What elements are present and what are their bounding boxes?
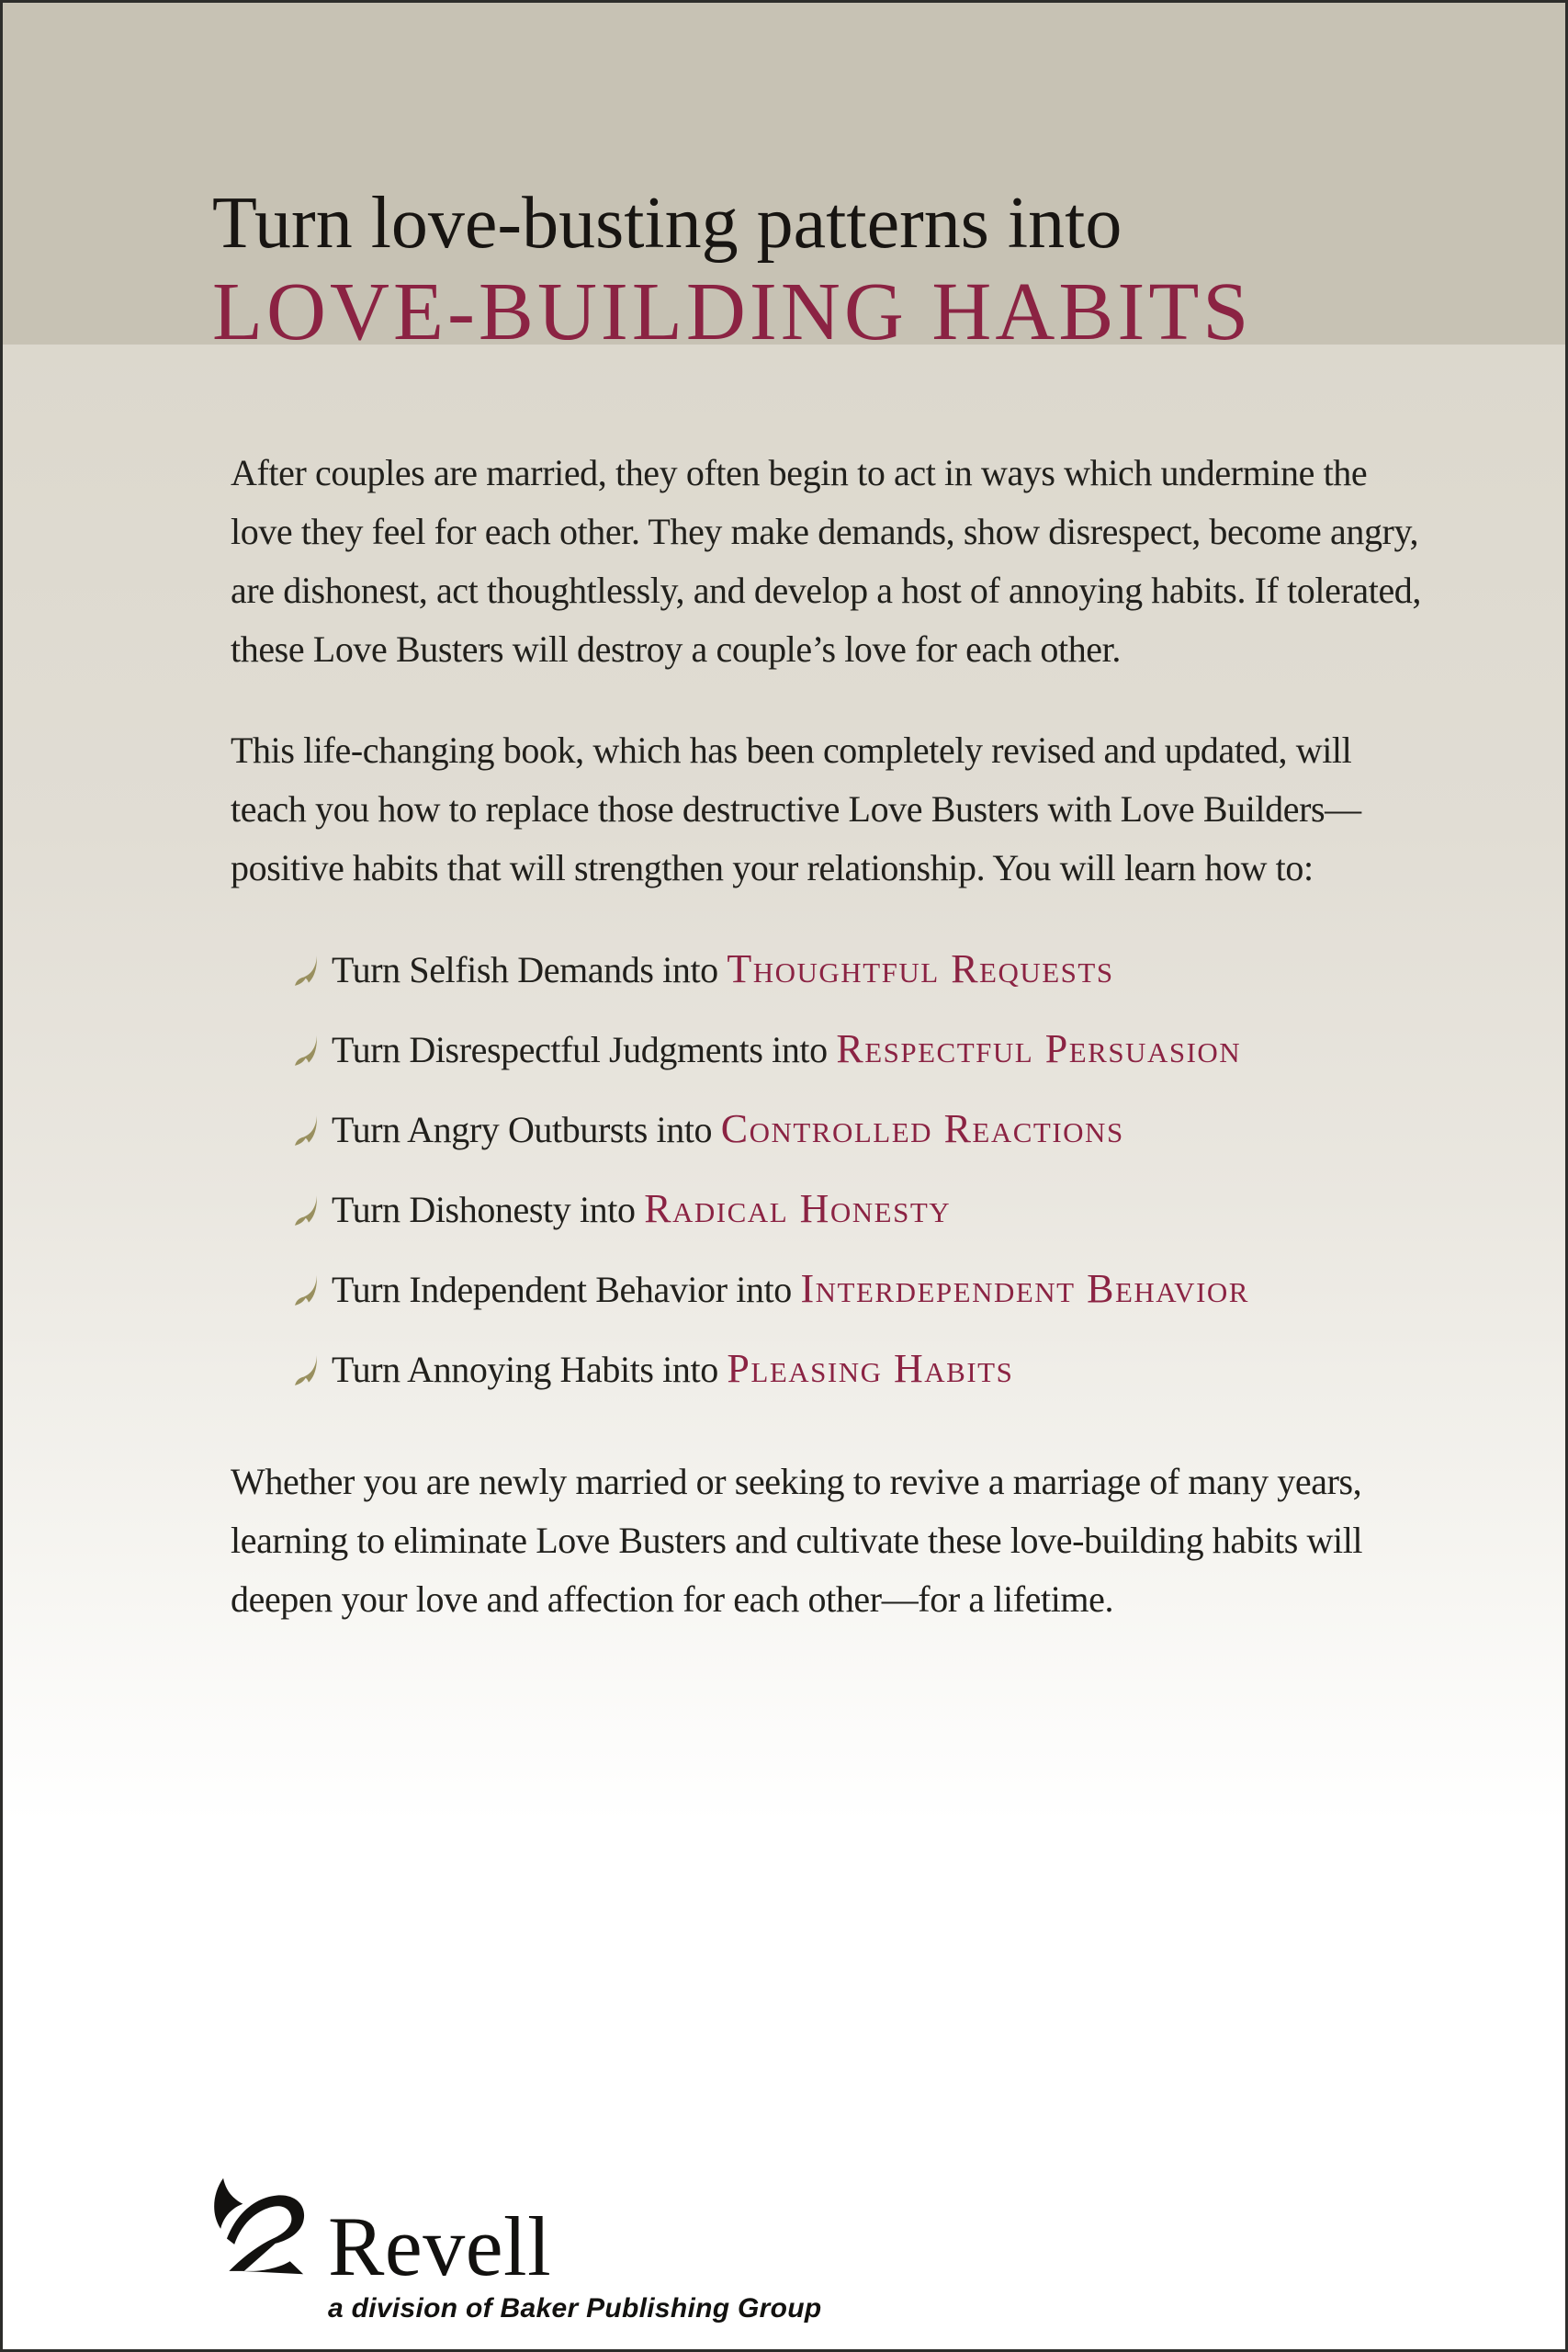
bullet-highlight: Controlled Reactions (720, 1106, 1124, 1151)
headline-line2: LOVE-BUILDING HABITS (212, 266, 1253, 357)
bullet-highlight: Respectful Persuasion (836, 1026, 1242, 1071)
bullet-highlight: Pleasing Habits (727, 1346, 1014, 1391)
bullet-prefix: Turn Angry Outbursts into (332, 1109, 721, 1150)
bullet-prefix: Turn Dishonesty into (332, 1189, 645, 1230)
leaf-bullet-icon (288, 1113, 325, 1150)
bullet-item (289, 1260, 1425, 1319)
bullet-item (289, 1340, 1425, 1399)
bullet-item (289, 1100, 1425, 1159)
bullet-prefix: Turn Annoying Habits into (332, 1349, 728, 1390)
bullet-highlight: Thoughtful Requests (727, 946, 1114, 991)
bullet-text (332, 1340, 1013, 1399)
bullet-prefix: Turn Independent Behavior into (332, 1269, 801, 1310)
closing-paragraph: Whether you are newly married or seeking to revive a marriage of many years, learning to eliminate Love Busters and cultivate these love-building habits will deepen your love and affection for each other—for a lifetime. (231, 1461, 1363, 1620)
intro-paragraph-2: This life-changing book, which has been completely revised and updated, will teach you how to replace those destructive Love Busters with Love Builders—positive habits that will strengthen your relationship. You will learn how to: (231, 729, 1361, 888)
leaf-bullet-icon (288, 1272, 325, 1310)
bullet-list (231, 940, 1425, 1399)
revell-logo-mark-icon (197, 2175, 308, 2278)
bullet-prefix: Turn Selfish Demands into (332, 949, 728, 990)
intro-paragraph-1: After couples are married, they often begin to act in ways which undermine the love they feel for each other. They make demands, show disrespect, become angry, are dishonest, act thoughtlessly, and develop a host of annoying habits. If tolerated, these Love Busters will destroy a couple’s love for each other. (231, 452, 1422, 670)
leaf-bullet-icon (288, 1033, 325, 1070)
bullet-text (332, 940, 1114, 1000)
bullet-text (332, 1020, 1241, 1080)
body-copy (231, 345, 1425, 1671)
bullet-highlight: Radical Honesty (644, 1186, 952, 1231)
bullet-item (289, 1020, 1425, 1080)
leaf-bullet-icon (288, 1352, 325, 1390)
leaf-bullet-icon (288, 1193, 325, 1230)
revell-wordmark: Revell (328, 2199, 552, 2293)
revell-logo (197, 2175, 822, 2325)
leaf-bullet-icon (288, 953, 325, 990)
publisher-tagline: a division of Baker Publishing Group (328, 2293, 822, 2324)
bullet-item (289, 1180, 1425, 1239)
bullet-prefix: Turn Disrespectful Judgments into (332, 1029, 837, 1070)
bullet-text (332, 1100, 1124, 1159)
bullet-highlight: Interdependent Behavior (800, 1266, 1249, 1311)
bullet-text (332, 1180, 951, 1239)
bullet-text (332, 1260, 1249, 1319)
headline-line1: Turn love-busting patterns into (212, 183, 1122, 264)
revell-logo-text (328, 2175, 822, 2325)
bullet-item (289, 940, 1425, 1000)
headline-band (3, 3, 1565, 357)
